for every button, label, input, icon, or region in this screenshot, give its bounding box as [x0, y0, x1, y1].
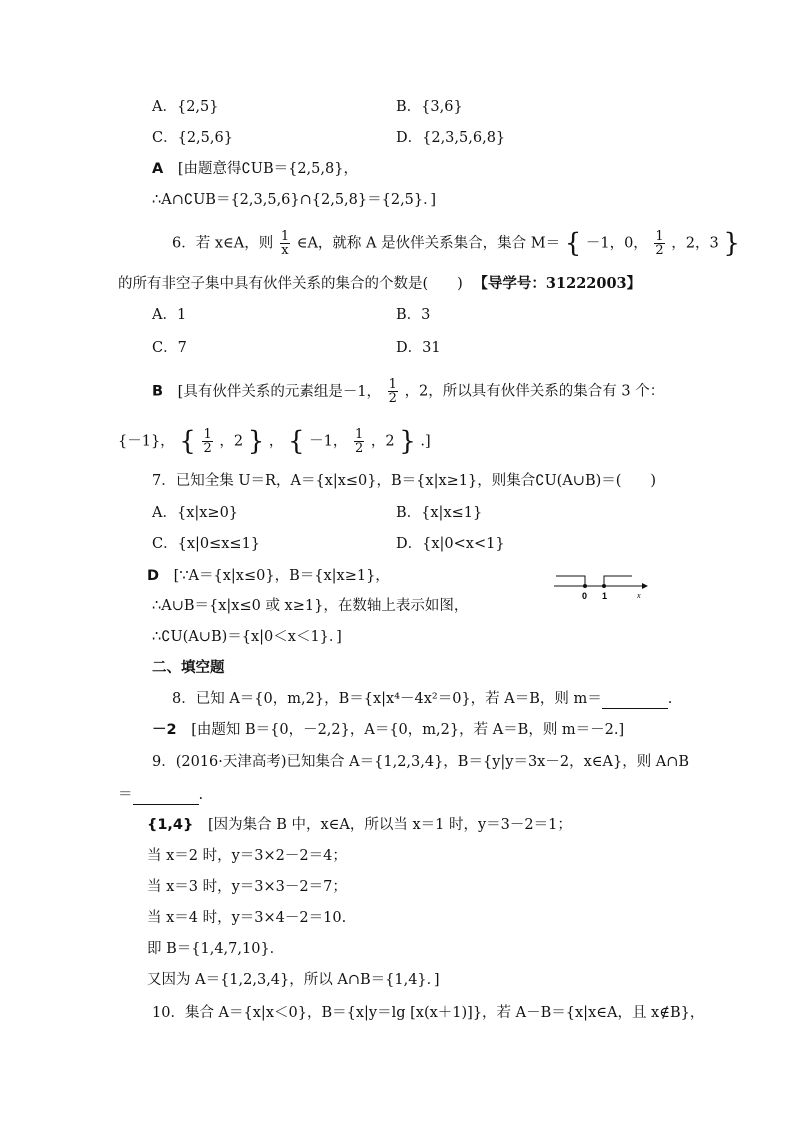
q9-stem-line1: 9．(2016·天津高考)已知集合 A＝{1,2,3,4}，B＝{y|y＝3x－2，x∈A}，则 A∩B — [152, 754, 690, 770]
tick-label-1: 1 — [602, 591, 608, 601]
q7-stem: 7．已知全集 U＝R，A＝{x|x≤0}，B＝{x|x≥1}，则集合∁U(A∪B)＝( ) — [152, 473, 657, 489]
q6-frac1-den: x — [281, 243, 289, 258]
q8-stem — [172, 689, 672, 709]
q5-answer-letter: A — [152, 161, 164, 177]
right-brace: } — [247, 426, 265, 457]
q6-fraction-half — [654, 230, 664, 257]
q6-solution-line1 — [152, 378, 664, 405]
q5-option-a: A．{2,5} — [152, 99, 219, 115]
q8-solution — [152, 720, 624, 740]
q9-solution-line5: 即 B＝{1,4,7,10}． — [147, 941, 285, 957]
q5-option-c: C．{2,5,6} — [152, 130, 233, 146]
set-b-ray — [604, 576, 632, 586]
q5-solution-text: [由题意得∁UB＝{2,5,8}， — [177, 161, 358, 177]
q6-stem-a: 6．若 x∈A，则 — [172, 235, 274, 252]
q6-option-b: B．3 — [396, 307, 431, 323]
q8-solution-text: [由题知 B＝{0，－2,2}，A＝{0，m,2}，若 A＝B，则 m＝－2.] — [191, 722, 625, 738]
q6-sol2-c: ， — [268, 433, 284, 450]
q7-option-a: A．{x|x≥0} — [152, 505, 239, 521]
frac-den: 2 — [388, 391, 397, 406]
axis-variable-label: x — [637, 591, 641, 600]
q6-sol1-a: [具有伙伴关系的元素组是－1， — [177, 383, 382, 400]
point-zero — [583, 584, 587, 588]
q7-option-c: C．{x|0≤x≤1} — [152, 536, 261, 552]
frac-num: 1 — [203, 427, 212, 442]
frac-den: 2 — [354, 441, 364, 456]
q6-sol-fraction-half — [388, 378, 398, 405]
q7-solution-line1 — [147, 566, 390, 586]
q9-sol1: [因为集合 B 中，x∈A，所以当 x＝1 时，y＝3－2＝1； — [207, 817, 572, 833]
q9-solution-line4: 当 x＝4 时，y＝3×4－2＝10. — [147, 910, 347, 926]
q9-stem2-end: . — [198, 787, 204, 803]
frac-num: 1 — [354, 427, 364, 442]
q6-stem-line2 — [118, 274, 641, 294]
q6-option-a: A．1 — [152, 307, 187, 323]
q9-stem2: ＝ — [118, 787, 133, 803]
q9-solution-line3: 当 x＝3 时，y＝3×3－2＝7； — [147, 879, 347, 895]
q6-option-d: D．31 — [396, 340, 441, 356]
q8-stem-end: . — [667, 691, 673, 707]
q9-answer-blank — [133, 790, 199, 805]
frac-num: 1 — [388, 377, 397, 392]
q6-stem-b: ∈A，就称 A 是伙伴关系集合，集合 M＝ — [296, 235, 561, 252]
q6-sol2-d: －1， — [309, 433, 348, 450]
q6-sol2-e: ，2 — [370, 433, 395, 450]
q9-solution-line2: 当 x＝2 时，y＝3×2－2＝4； — [147, 848, 347, 864]
q6-sol2-fraction-half — [202, 428, 212, 455]
point-one — [602, 584, 606, 588]
q6-frac1-num: 1 — [280, 229, 290, 244]
q9-answer: {1,4} — [147, 817, 194, 833]
q7-solution-line2: ∴A∪B＝{x|x≤0 或 x≥1}，在数轴上表示如图， — [152, 598, 469, 614]
q6-stem2: 的所有非空子集中具有伙伴关系的集合的个数是( ) — [118, 276, 463, 292]
q6-option-c: C．7 — [152, 340, 187, 356]
axis-arrow-icon — [642, 583, 648, 589]
q7-answer-letter: D — [147, 568, 160, 584]
q9-solution-line1 — [147, 815, 572, 835]
tick-label-0: 0 — [582, 591, 588, 601]
q5-option-b: B．{3,6} — [396, 99, 463, 115]
q8-answer: －2 — [152, 722, 177, 738]
left-brace: { — [564, 228, 582, 259]
q7-option-b: B．{x|x≤1} — [396, 505, 483, 521]
q6-solution-line2 — [118, 428, 431, 455]
q6-stem-line1 — [172, 230, 740, 257]
q6-sol2-b: ，2 — [219, 433, 244, 450]
q6-set-tail: ，2，3 — [671, 235, 719, 252]
q6-frac2-den: 2 — [655, 243, 664, 258]
q10-stem: 10．集合 A＝{x|x＜0}，B＝{x|y＝lg [x(x＋1)]}，若 A－B＝{x|x∈A，且 x∉B}， — [152, 1005, 705, 1021]
set-a-ray — [556, 576, 585, 586]
left-brace: { — [179, 426, 196, 457]
q8-stem-text: 8．已知 A＝{0，m,2}，B＝{x|x⁴－4x²＝0}，若 A＝B，则 m＝ — [172, 691, 602, 707]
q6-sol1-b: ，2，所以具有伙伴关系的集合有 3 个： — [404, 383, 665, 400]
q5-option-d: D．{2,3,5,6,8} — [396, 130, 506, 146]
right-brace: } — [399, 426, 416, 457]
q8-answer-blank — [602, 694, 668, 709]
q5-solution-line1 — [152, 159, 358, 179]
q6-sol2-f: .] — [420, 433, 431, 450]
frac-den: 2 — [203, 441, 212, 456]
q6-sol2-a: {－1}， — [118, 433, 175, 450]
q9-solution-line6: 又因为 A＝{1,2,3,4}，所以 A∩B＝{1,4}．] — [147, 972, 440, 988]
left-brace: { — [287, 426, 305, 457]
right-brace: } — [723, 228, 740, 259]
q7-solution-line3: ∴∁U(A∪B)＝{x|0＜x＜1}．] — [152, 629, 342, 645]
q6-answer-letter: B — [152, 383, 164, 400]
q6-set-items: －1，0， — [585, 235, 648, 252]
number-line-figure — [548, 568, 652, 602]
q6-frac2-num: 1 — [655, 229, 664, 244]
q7-option-d: D．{x|0<x<1} — [396, 536, 505, 552]
section-heading-fill-in: 二、填空题 — [152, 660, 225, 676]
q9-stem-line2 — [118, 785, 203, 805]
q5-solution-line2: ∴A∩∁UB＝{2,3,5,6}∩{2,5,8}＝{2,5}．] — [152, 192, 437, 208]
q6-reference: 【导学号：31222003】 — [473, 275, 642, 292]
q7-sol1: [∵A＝{x|x≤0}，B＝{x|x≥1}， — [173, 568, 390, 584]
q6-sol2-fraction-half-2 — [354, 428, 364, 455]
q6-fraction-1-over-x — [280, 230, 290, 257]
